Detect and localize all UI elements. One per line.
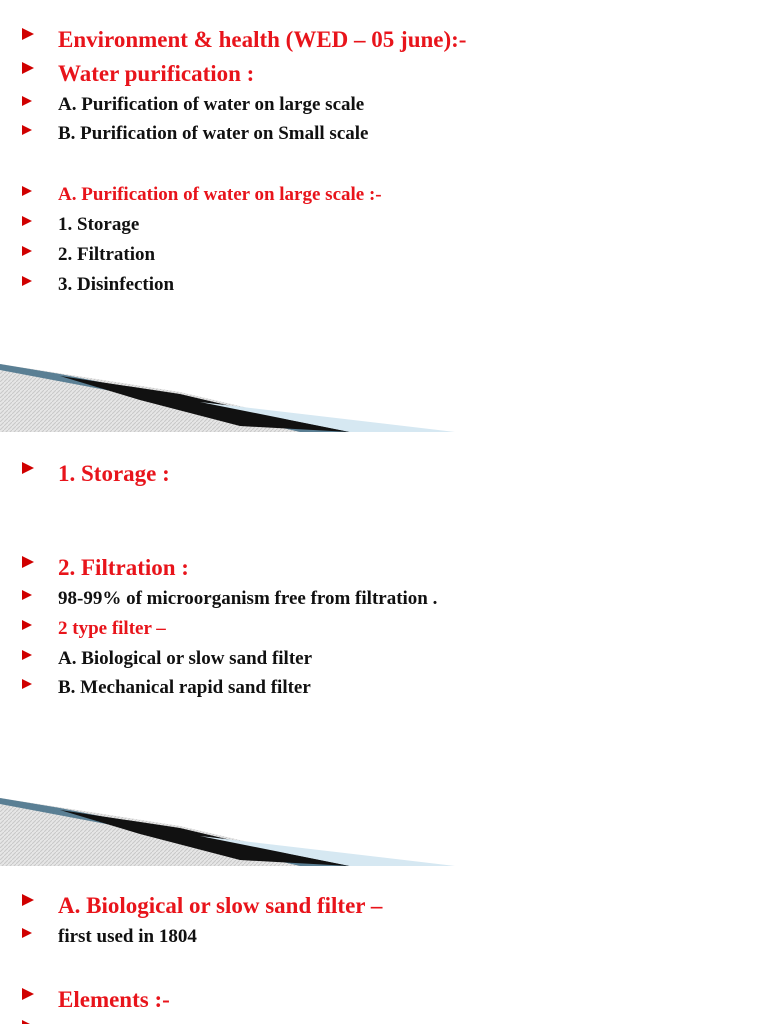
triangle-bullet-icon: [22, 988, 34, 1000]
list-item-text: 98-99% of microorganism free from filtration .: [58, 588, 438, 609]
list-item-text: B. Purification of water on Small scale: [58, 123, 369, 144]
triangle-bullet-icon: [22, 556, 34, 568]
section-heading: A. Purification of water on large scale :-: [58, 184, 382, 205]
triangle-bullet-icon: [22, 462, 34, 474]
section-heading: 2 type filter –: [58, 618, 166, 639]
list-item-text: 1. Storage: [58, 214, 140, 235]
triangle-bullet-icon: [22, 125, 32, 135]
slide-divider-swoosh: [0, 796, 768, 866]
triangle-bullet-icon: [22, 186, 32, 196]
slide-1: [0, 0, 768, 362]
section-heading: Water purification :: [58, 61, 255, 86]
triangle-bullet-icon: [22, 928, 32, 938]
list-item-text: 2. Filtration: [58, 244, 156, 265]
slide-2: [0, 432, 768, 796]
triangle-bullet-icon: [22, 1020, 32, 1024]
triangle-bullet-icon: [22, 276, 32, 286]
triangle-bullet-icon: [22, 28, 34, 40]
triangle-bullet-icon: [22, 650, 32, 660]
triangle-bullet-icon: [22, 246, 32, 256]
triangle-bullet-icon: [22, 590, 32, 600]
section-heading: 1. Storage :: [58, 461, 170, 486]
list-item-text: 3. Disinfection: [58, 274, 175, 295]
triangle-bullet-icon: [22, 216, 32, 226]
triangle-bullet-icon: [22, 62, 34, 74]
list-item-text: B. Mechanical rapid sand filter: [58, 677, 311, 698]
list-item-text: first used in 1804: [58, 926, 197, 947]
slide-divider-swoosh: [0, 362, 768, 432]
triangle-bullet-icon: [22, 894, 34, 906]
triangle-bullet-icon: [22, 620, 32, 630]
section-heading: Elements :-: [58, 987, 170, 1012]
slide-3: [0, 866, 768, 1024]
list-item-text: A. Biological or slow sand filter: [58, 648, 313, 669]
section-heading: A. Biological or slow sand filter –: [58, 893, 383, 918]
slide-title: Environment & health (WED – 05 june):-: [58, 27, 467, 52]
section-heading: 2. Filtration :: [58, 555, 189, 580]
list-item-text: A. Purification of water on large scale: [58, 94, 365, 115]
triangle-bullet-icon: [22, 679, 32, 689]
triangle-bullet-icon: [22, 96, 32, 106]
